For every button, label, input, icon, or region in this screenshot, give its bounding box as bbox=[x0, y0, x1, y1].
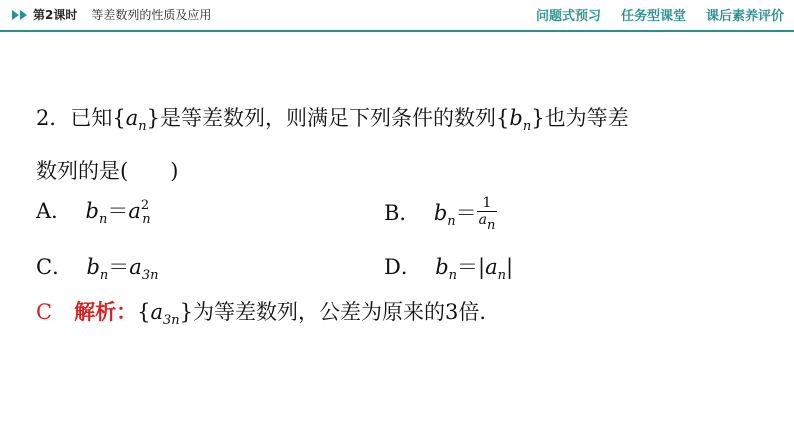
question-text-1: 已知{ bbox=[70, 106, 126, 130]
nav-classroom[interactable]: 任务型课堂 bbox=[620, 9, 686, 24]
section-nav bbox=[536, 5, 784, 24]
option-c-label: C． bbox=[36, 255, 74, 279]
option-d[interactable] bbox=[384, 251, 513, 283]
answer-text: 为等差数列，公差为原来的3倍． bbox=[193, 300, 501, 324]
question-stem bbox=[36, 96, 776, 193]
math-b: $b_n$ bbox=[509, 106, 532, 134]
option-c-formula: $b_n=a_{3n}$ bbox=[86, 255, 159, 283]
option-c[interactable] bbox=[36, 251, 158, 283]
option-a[interactable] bbox=[36, 195, 151, 227]
lesson-topic: 等差数列的性质及应用 bbox=[91, 8, 212, 22]
play-arrow-icon bbox=[20, 10, 27, 20]
option-b-label: B． bbox=[384, 201, 421, 225]
question-number: 2． bbox=[36, 106, 71, 130]
answer-label: 解析： bbox=[74, 300, 138, 324]
answer-explanation bbox=[36, 296, 500, 328]
lesson-header bbox=[12, 6, 211, 23]
option-a-label: A． bbox=[36, 199, 73, 223]
top-bar bbox=[0, 0, 794, 30]
nav-evaluation[interactable]: 课后素养评价 bbox=[705, 9, 784, 24]
answer-letter: C bbox=[36, 300, 53, 324]
nav-preview[interactable]: 问题式预习 bbox=[535, 9, 601, 24]
option-b-formula: $b_n=$ $\frac{1}{a_n}$ bbox=[433, 195, 496, 233]
fraction-numerator: 1 bbox=[477, 195, 498, 212]
option-d-label: D． bbox=[384, 255, 422, 279]
play-arrow-icon bbox=[12, 10, 19, 20]
lesson-number: 第2课时 bbox=[33, 8, 78, 22]
header-divider bbox=[0, 30, 794, 32]
option-a-formula: $b_n=a^2_n$ bbox=[85, 198, 151, 227]
question-text-3: }也为等差 bbox=[531, 106, 629, 130]
option-d-formula: $b_n=|a_n|$ bbox=[435, 255, 514, 283]
option-b[interactable] bbox=[384, 195, 497, 234]
question-text-2: }是等差数列，则满足下列条件的数列{ bbox=[146, 106, 510, 130]
question-text-line2: 数列的是( ) bbox=[36, 159, 179, 183]
math-a: $a_n$ bbox=[125, 106, 147, 134]
answer-math: $\{a_{3n}\}$ bbox=[137, 300, 194, 328]
